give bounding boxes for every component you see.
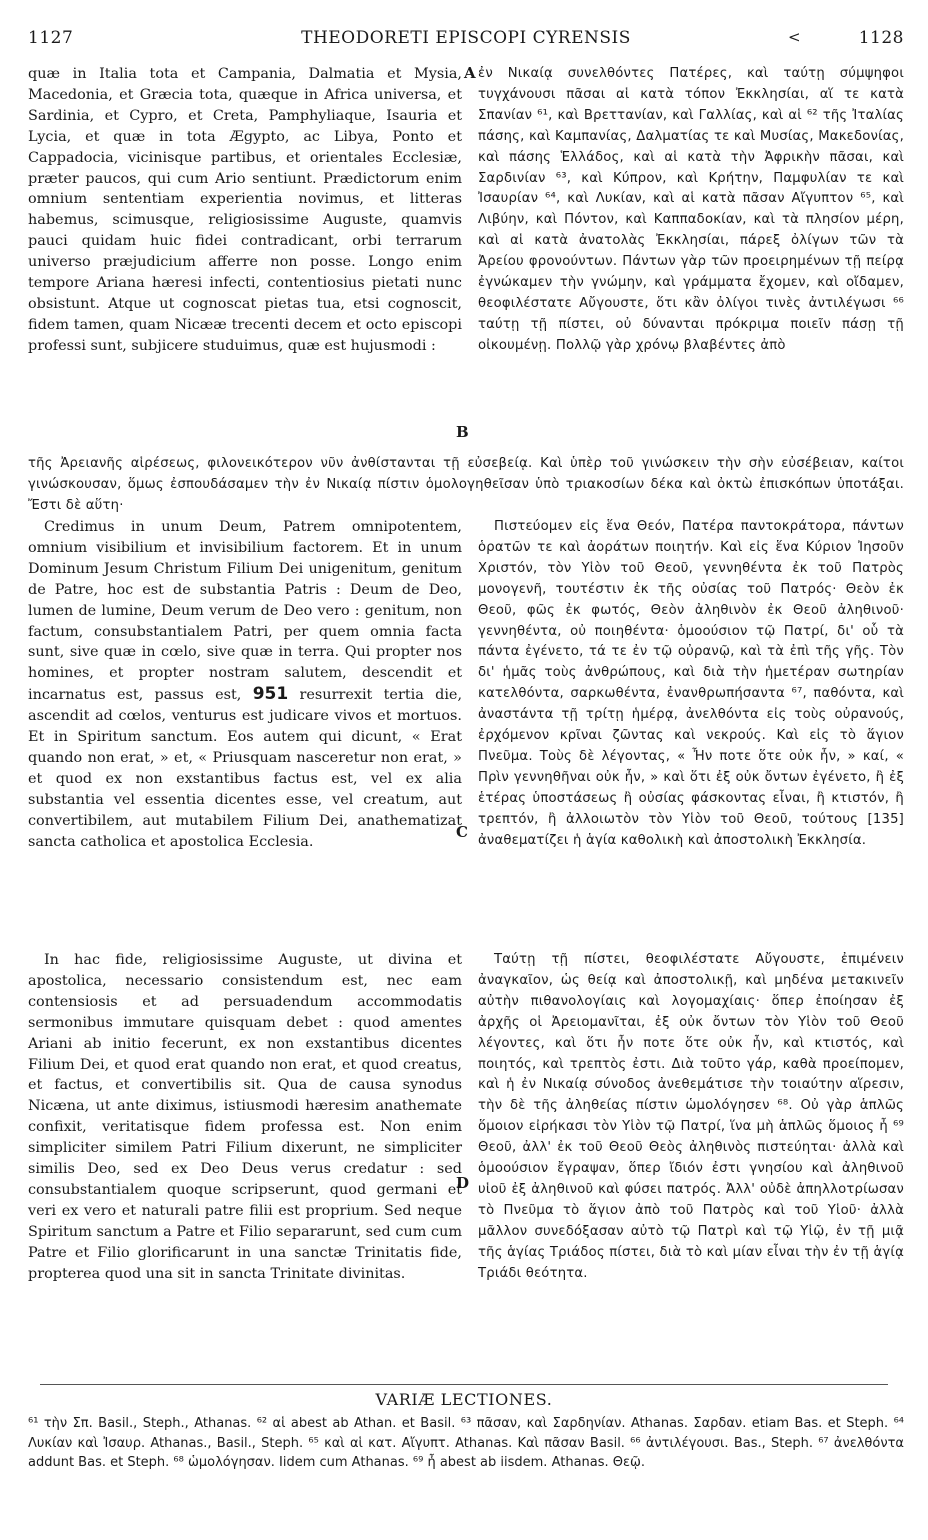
greek-continuation: τῆς Ἀρειανῆς αἱρέσεως, φιλονεικότερον νῦν ἀνθίστανται τῇ εὐσεβείᾳ. Καὶ ὑπὲρ τοῦ γινώσκειν τὴν σὴν εὐσέβειαν, καίτοι γινώσκουσαν, ὅμως ἐσπουδάσαμεν τὴν ἐν Νικαίᾳ πίστιν ὁμολογηθεῖσαν ὑπὸ τριακοσίων δέκα καὶ ὀκτὼ ἐπισκόπων ὑποτάξαι. Ἔστι δὲ αὕτη· bbox=[28, 456, 904, 513]
running-header bbox=[28, 28, 904, 52]
variae-lectiones-title: VARIÆ LECTIONES. bbox=[375, 1390, 553, 1409]
greek-column-bottom bbox=[478, 950, 904, 1285]
variae-lectiones-text: ⁶¹ τὴν Σπ. Basil., Steph., Athanas. ⁶² αἱ abest ab Athan. et Basil. ⁶³ πᾶσαν, καὶ Σαρδηνίαν. Athanas. Σαρδαν. etiam Bas. et Steph. ⁶⁴ Λυκίαν καὶ Ἰσαυρ. Athanas., Basil., Steph. ⁶⁵ καὶ αἱ κατ. Αἴγυπτ. Athanas. Καὶ πᾶσαν Basil. ⁶⁶ ἀντιλέγουσι. Bas., Steph. ⁶⁷ ἀνελθόντα addunt Bas. et Steph. ⁶⁸ ὡμολόγησαν. Iidem cum Athanas. ⁶⁹ ἦ abest ab iisdem. Athanas. Θεῷ. bbox=[28, 1416, 904, 1470]
margin-letter-d: D bbox=[456, 1174, 470, 1192]
margin-letter-a: A bbox=[464, 64, 476, 82]
variae-lectiones-notes bbox=[28, 1414, 904, 1473]
latin-column-top bbox=[28, 64, 462, 357]
greek-paragraph-3: Ταύτῃ τῇ πίστει, θεοφιλέστατε Αὔγουστε, ἐπιμένειν ἀναγκαῖον, ὡς θείᾳ καὶ ἀποστολικῇ, καὶ μηδένα μετακινεῖν αὐτὴν πιθανολογίαις καὶ λογομαχίαις· ὅπερ ἐποίησαν ἐξ ἀρχῆς οἱ Ἀρειομανῖται, ἐξ οὐκ ὄντων τὸν Υἱὸν τοῦ Θεοῦ λέγοντες, καὶ ὅτι ἦν ποτε ὅτε οὐκ ἦν, καὶ κτιστός, καὶ ποιητός, καὶ τρεπτὸς ἐστι. Διὰ τοῦτο γάρ, καθὰ προείπομεν, καὶ ἡ ἐν Νικαίᾳ σύνοδος ἀνεθεμάτισε τὴν τοιαύτην αἵρεσιν, τὴν δὲ τῆς ἀληθείας πίστιν ὡμολόγησεν ⁶⁸. Οὐ γὰρ ἁπλῶς ὅμοιον εἰρήκασι τὸν Υἱὸν τῷ Πατρί, ἵνα μὴ ἁπλῶς ὅμοιος ἦ ⁶⁹ Θεοῦ, ἀλλ' ἐκ τοῦ Θεοῦ Θεὸς ἀληθινὸς πιστεύηται· ἀλλὰ καὶ ὁμοούσιον ἔγραψαν, ὅπερ ἴδιόν ἐστι γνησίου καὶ ἀληθινοῦ υἱοῦ ἐξ ἀληθινοῦ καὶ φύσει πατρός. Ἀλλ' οὐδὲ ἀπηλλοτρίωσαν τὸ Πνεῦμα τὸ ἅγιον ἀπὸ τοῦ Πατρὸς καὶ τοῦ Υἱοῦ· ἀλλὰ μᾶλλον συνεδόξασαν αὐτὸ τῷ Πατρὶ καὶ τῷ Υἱῷ, ἐν τῇ μιᾷ τῆς ἁγίας Τριάδος πίστει, διὰ τὸ καὶ μίαν εἶναι τὴν ἐν τῇ ἁγίᾳ Τριάδι θεότητα. bbox=[478, 952, 904, 1281]
greek-column-top bbox=[478, 64, 904, 357]
latin-column-bottom bbox=[28, 950, 462, 1285]
header-mark: < bbox=[788, 28, 802, 46]
page-number-right: 1128 bbox=[858, 28, 904, 48]
latin-creed-part-1: Credimus in unum Deum, Patrem omnipotentem, omnium visibilium et invisibilium factorem. Et in unum Dominum Jesum Christum Filium Dei unigenitum, genitum de Patre, hoc est de substantia Patris : Deum de Deo, lumen de lumine, Deum verum de Deo vero : genitum, non factum, consubstantialem Patri, per quem omnia facta sunt, sive quæ in cœlo, sive quæ in terra. Qui propter nos homines, et propter nostram salutem, descendit et incarnatus est, passus est, bbox=[28, 519, 462, 704]
greek-creed-paragraph: Πιστεύομεν εἰς ἕνα Θεόν, Πατέρα παντοκράτορα, πάντων ὁρατῶν τε καὶ ἀοράτων ποιητήν. Καὶ εἰς ἕνα Κύριον Ἰησοῦν Χριστόν, τὸν Υἱὸν τοῦ Θεοῦ, γεννηθέντα ἐκ τοῦ Πατρὸς μονογενῆ, τουτέστιν ἐκ τῆς οὐσίας τοῦ Πατρός· Θεὸν ἐκ Θεοῦ, φῶς ἐκ φωτός, Θεὸν ἀληθινὸν ἐκ Θεοῦ ἀληθινοῦ· γεννηθέντα, οὐ ποιηθέντα· ὁμοούσιον τῷ Πατρί, δι' οὗ τὰ πάντα ἐγένετο, τά τε ἐν τῷ οὐρανῷ, καὶ τὰ ἐπὶ τῆς γῆς. Τὸν δι' ἡμᾶς τοὺς ἀνθρώπους, καὶ διὰ τὴν ἡμετέραν σωτηρίαν κατελθόντα, σαρκωθέντα, ἐνανθρωπήσαντα ⁶⁷, παθόντα, καὶ ἀναστάντα τῇ τρίτῃ ἡμέρᾳ, ἀνελθόντα εἰς τοὺς οὐρανούς, ἐρχόμενον κρῖναι ζῶντας καὶ νεκρούς. Καὶ εἰς τὸ ἅγιον Πνεῦμα. Τοὺς δὲ λέγοντας, « Ἦν ποτε ὅτε οὐκ ἦν, » καί, « Πρὶν γεννηθῆναι οὐκ ἦν, » καὶ ὅτι ἐξ οὐκ ὄντων ἐγένετο, ἢ ἐξ ἑτέρας ὑποστάσεως ἢ οὐσίας φάσκοντας εἶναι, ἢ κτιστόν, ἢ τρεπτόν, ἢ ἀλλοιωτὸν τὸν Υἱὸν τοῦ Θεοῦ, τούτους [135] ἀναθεματίζει ἡ ἁγία καθολικὴ καὶ ἀποστολικὴ Ἐκκλησία. bbox=[478, 519, 904, 848]
margin-letter-b: B bbox=[456, 423, 469, 441]
greek-full-width-lines bbox=[28, 454, 904, 517]
page-number-left: 1127 bbox=[28, 28, 74, 48]
greek-paragraph-1: ἐν Νικαίᾳ συνελθόντες Πατέρες, καὶ ταύτῃ σύμψηφοι τυγχάνουσι πᾶσαι αἱ κατὰ τόπον Ἐκκλησίαι, αἵ τε κατὰ Σπανίαν ⁶¹, καὶ Βρεττανίαν, καὶ Γαλλίας, καὶ αἱ ⁶² τῆς Ἰταλίας πάσης, καὶ Καμπανίας, Δαλματίας τε καὶ Μυσίας, Μακεδονίας, καὶ πάσης Ἑλλάδος, καὶ αἱ κατὰ τὴν Ἀφρικὴν πᾶσαι, καὶ Σαρδινίαν ⁶³, καὶ Κύπρον, καὶ Κρήτην, Παμφυλίαν τε καὶ Ἰσαυρίαν ⁶⁴, καὶ Λυκίαν, καὶ αἱ κατὰ πᾶσαν Αἴγυπτον ⁶⁵, καὶ Λιβύην, καὶ Πόντον, καὶ Καππαδοκίαν, καὶ τὰ πλησίον μέρη, καὶ αἱ κατὰ ἀνατολὰς Ἐκκλησίαι, πάρεξ ὀλίγων τῶν τὰ Ἀρείου φρονούντων. Πάντων γὰρ τῶν προειρημένων τῇ πείρᾳ ἐγνώκαμεν τὴν γνώμην, καὶ γράμματα ἔχομεν, καὶ οἴδαμεν, θεοφιλέστατε Αὔγουστε, ὅτι κἂν ὀλίγοι τινὲς ἀντιλέγωσι ⁶⁶ ταύτῃ τῇ πίστει, οὐ δύνανται πρόκριμα ποιεῖν πάσῃ τῇ οἰκουμένῃ. Πολλῷ γὰρ χρόνῳ βλαβέντες ἀπὸ bbox=[478, 66, 904, 353]
latin-creed-part-2: resurrexit tertia die, ascendit ad cœlos, venturus est judicare vivos et mortuos. Et in Spiritum sanctum. Eos autem qui dicunt, « Erat quando non erat, » et, « Priusquam nasceretur non erat, » et quod ex non exstantibus factus est, vel ex alia substantia vel essentia dicentes esse, vel creatum, aut convertibilem, aut mutabilem Filium Dei, anathematizat sancta catholica et apostolica Ecclesia. bbox=[28, 687, 463, 850]
margin-letter-c: C bbox=[456, 823, 468, 841]
latin-creed-paragraph bbox=[28, 517, 462, 853]
latin-paragraph-1: quæ in Italia tota et Campania, Dalmatia et Mysia, Macedonia, et Græcia tota, quæque in Africa universa, et Sardinia, et Cypro, et Creta, Pamphyliaque, Isauria et Lycia, et quæ in tota Ægypto, ac Libya, Ponto et Cappadocia, vicinisque partibus, et orientales Ecclesiæ, præter paucos, qui cum Ario sentiunt. Prædictorum enim omnium sententiam experientia novimus, et litteras habemus, scimusque, religiosissime Auguste, quamvis pauci quidam huic fidei contradicant, orbi terrarum universo præjudicium afferre non posse. Longo enim tempore Ariana hæresi infecti, contentiosius pietati nunc obsistunt. Atque ut cognoscat pietas tua, etsi cognoscit, fidem tamen, quam Nicææ trecenti decem et octo episcopi professi sunt, subjicere studuimus, quæ est hujusmodi : bbox=[28, 66, 462, 354]
column-number: 951 bbox=[252, 684, 289, 705]
greek-column-creed bbox=[478, 517, 904, 852]
footnote-divider bbox=[40, 1384, 888, 1385]
latin-column-creed bbox=[28, 517, 462, 853]
running-title: THEODORETI EPISCOPI CYRENSIS bbox=[301, 28, 631, 48]
latin-paragraph-3: In hac fide, religiosissime Auguste, ut divina et apostolica, necessario consistendum est, nec eam contensiosis et ad persuadendum accommodatis sermonibus immutare quisquam debet : quod amentes Ariani ab initio fecerunt, ex non exstantibus dicentes Filium Dei, et quod erat quando non erat, et quod creatus, et factus, et convertibilis sit. Qua de causa synodus Nicæna, ut ante diximus, istiusmodi hæresim anathemate confixit, veritatisque fidem professa est. Non enim simpliciter similem Patri Filium dixerunt, ne simpliciter similis Deo, sed ex Deo Deus verus credatur : sed consubstantialem quoque scripserunt, quod germani et veri ex vero et naturali patre filii est proprium. Sed neque Spiritum sanctum a Patre et Filio separarunt, sed cum cum Patre et Filio glorificarunt in una sanctæ Trinitatis fide, propterea quod una sit in sancta Trinitate divinitas. bbox=[28, 952, 462, 1282]
